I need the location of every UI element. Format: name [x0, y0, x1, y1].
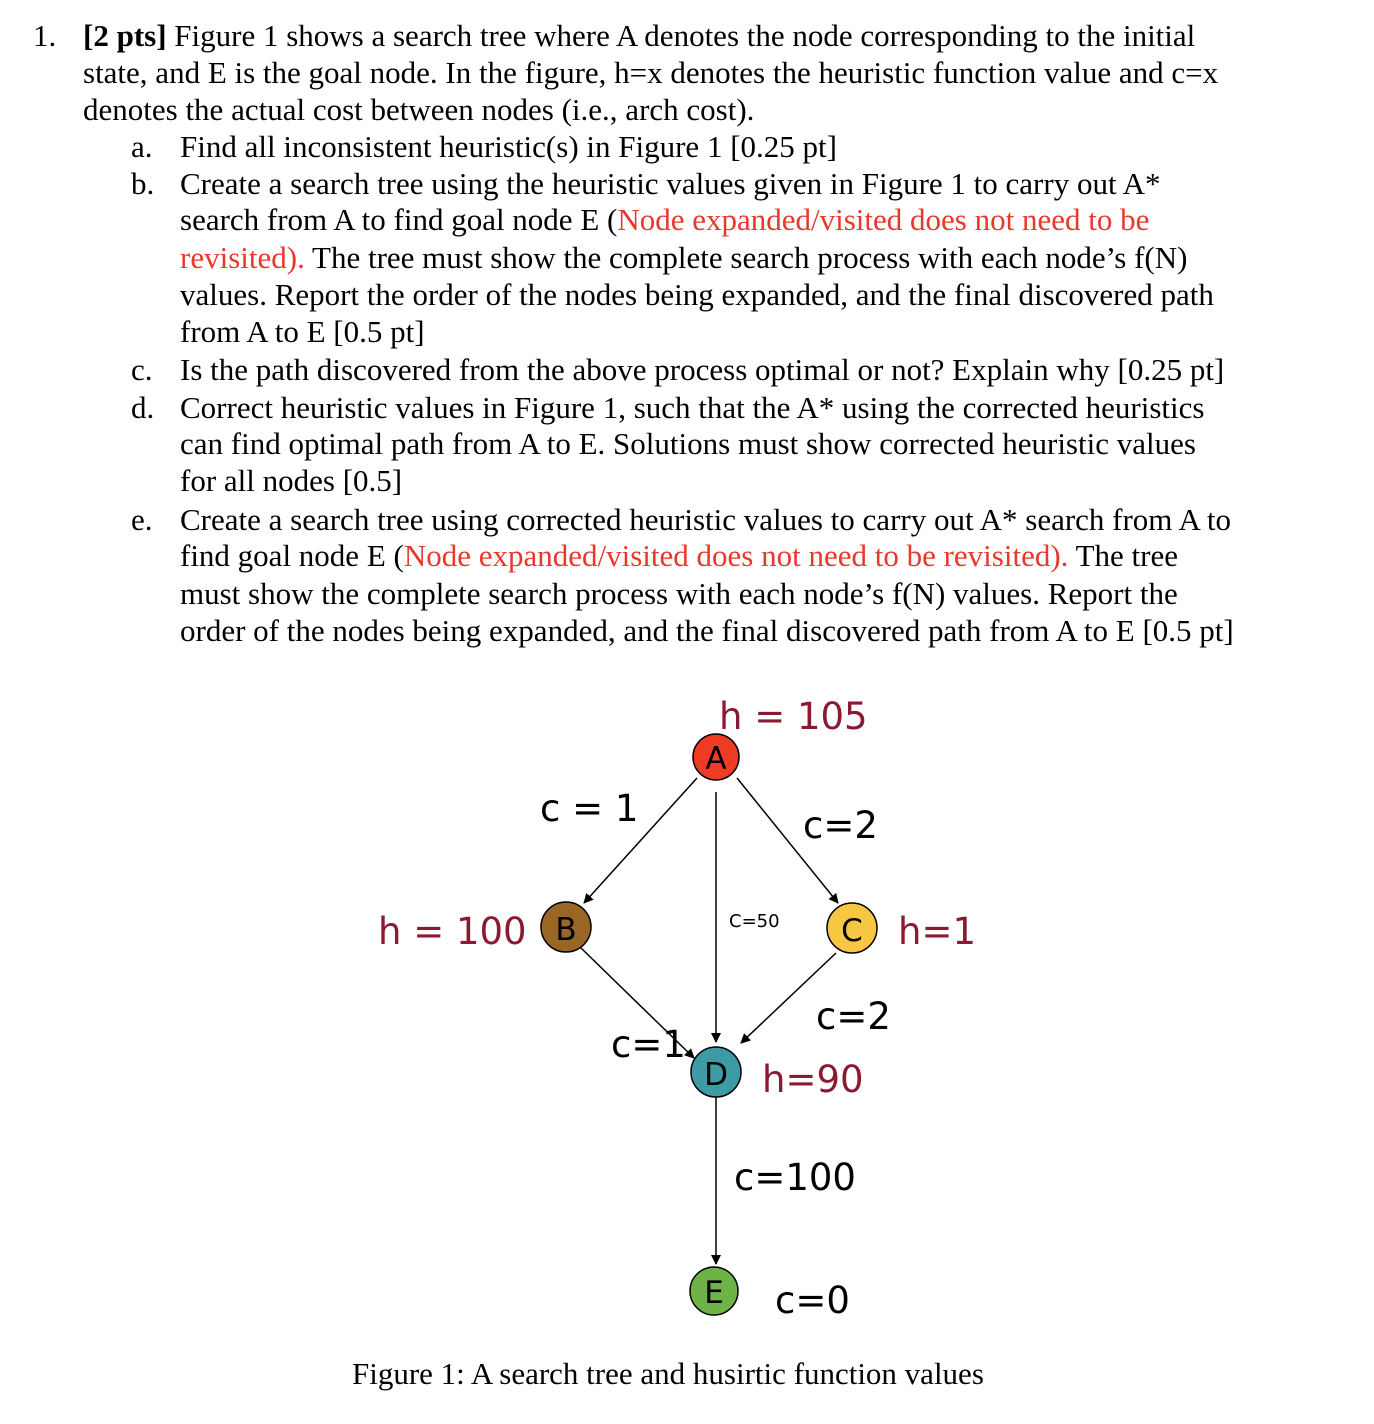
- node-d: [691, 1047, 741, 1097]
- node-b: [541, 902, 591, 952]
- node-d-letter: D: [704, 1057, 728, 1093]
- node-e: [690, 1267, 738, 1315]
- part-b-line-1: Create a search tree using the heuristic values given in Figure 1 to carry out A*: [180, 166, 1161, 201]
- node-a-letter: A: [705, 741, 727, 777]
- edge-a-b-cost: c = 1: [540, 787, 639, 830]
- part-c-label: c.: [131, 352, 153, 387]
- part-a-text: Find all inconsistent heuristic(s) in Figure 1 [0.25 pt]: [180, 129, 837, 164]
- node-c: [827, 903, 877, 953]
- part-e-line-2: find goal node E (Node expanded/visited does not need to be revisited). The tree: [180, 538, 1179, 573]
- part-a-label: a.: [131, 129, 153, 164]
- node-b-heuristic: h = 100: [378, 910, 527, 953]
- part-d-line-3: for all nodes [0.5]: [180, 463, 403, 498]
- part-d-line-2: can find optimal path from A to E. Solutions must show corrected heuristic values: [180, 426, 1196, 461]
- node-e-letter: E: [704, 1275, 724, 1311]
- part-e-line-1: Create a search tree using corrected heuristic values to carry out A* search from A to: [180, 502, 1232, 537]
- edge-a-d-cost: C=50: [729, 911, 780, 932]
- figure-caption: Figure 1: A search tree and husirtic function values: [352, 1356, 984, 1391]
- part-e-line-3: must show the complete search process with each node’s f(N) values. Report the: [180, 576, 1178, 611]
- part-b-line-3: revisited). The tree must show the complete search process with each node’s f(N): [180, 240, 1188, 275]
- question-intro-line-2: state, and E is the goal node. In the figure, h=x denotes the heuristic function value and c=x: [83, 55, 1219, 90]
- part-d-label: d.: [131, 390, 155, 425]
- edge-c-d-cost: c=2: [816, 995, 891, 1038]
- part-c-text: Is the path discovered from the above process optimal or not? Explain why [0.25 pt]: [180, 352, 1225, 387]
- part-b-line-5: from A to E [0.5 pt]: [180, 314, 425, 349]
- part-b-line-2: search from A to find goal node E (Node expanded/visited does not need to be: [180, 202, 1150, 237]
- part-b-note: Node expanded/visited does not need to be: [617, 202, 1150, 237]
- node-b-letter: B: [555, 912, 577, 948]
- node-c-heuristic: h=1: [898, 910, 976, 953]
- node-c-letter: C: [841, 913, 863, 949]
- question-intro-line-1: [2 pts] Figure 1 shows a search tree where A denotes the node corresponding to the initial: [83, 18, 1196, 53]
- edge-b-d-cost: c=1: [611, 1023, 686, 1066]
- question-points: [2 pts]: [83, 18, 167, 53]
- part-b-label: b.: [131, 166, 155, 201]
- edge-a-c-cost: c=2: [803, 804, 878, 847]
- part-d-line-1: Correct heuristic values in Figure 1, such that the A* using the corrected heuristics: [180, 390, 1205, 425]
- part-e-label: e.: [131, 502, 153, 537]
- question-intro-line-3: denotes the actual cost between nodes (i.e., arch cost).: [83, 92, 755, 127]
- node-e-cost-label: c=0: [775, 1279, 850, 1322]
- part-e-note: Node expanded/visited does not need to be revisited).: [403, 538, 1069, 573]
- edge-d-e-cost: c=100: [734, 1156, 856, 1199]
- part-b-line-4: values. Report the order of the nodes being expanded, and the final discovered path: [180, 277, 1214, 312]
- node-a-heuristic: h = 105: [719, 695, 868, 738]
- part-e-line-4: order of the nodes being expanded, and the final discovered path from A to E [0.5 pt]: [180, 613, 1234, 648]
- question-number: 1.: [33, 18, 57, 53]
- node-a: [693, 734, 739, 780]
- node-d-heuristic: h=90: [762, 1058, 864, 1101]
